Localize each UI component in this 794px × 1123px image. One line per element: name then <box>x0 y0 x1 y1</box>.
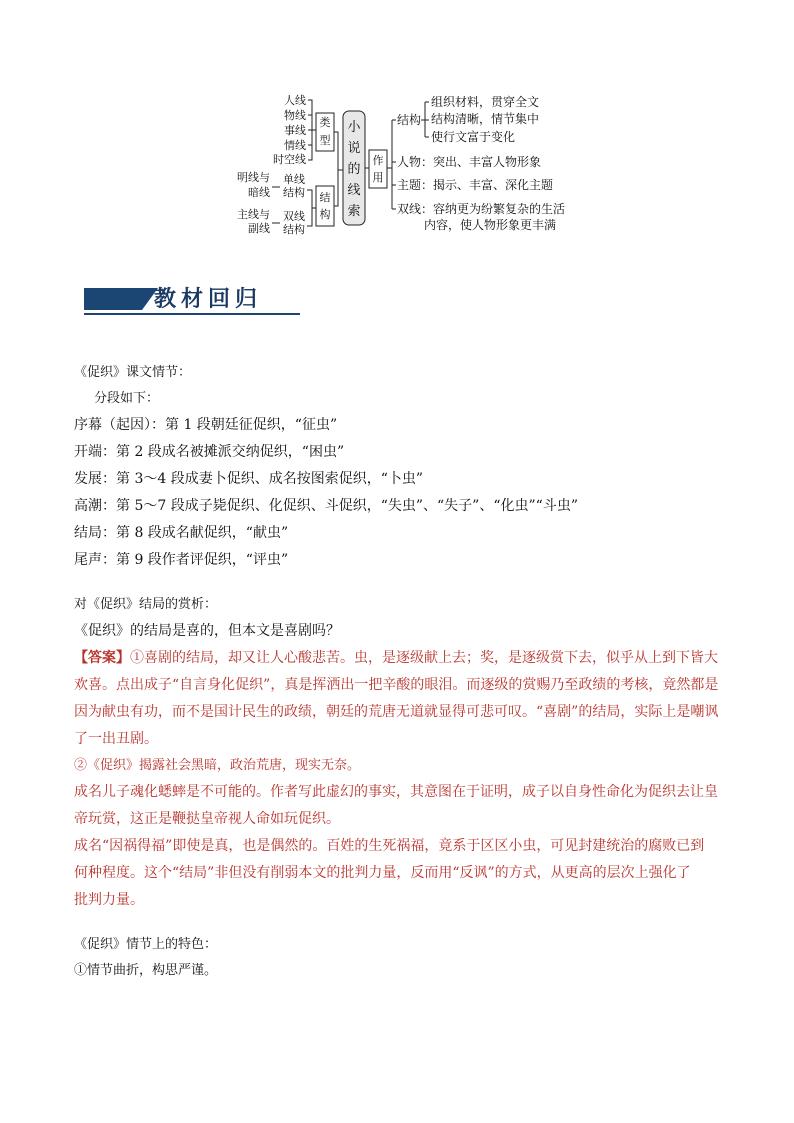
function-character: 人物：突出、丰富人物形象 <box>397 155 542 169</box>
header-underline <box>84 313 300 315</box>
struct-double-2: 结构 <box>283 223 305 236</box>
answer-line <box>74 672 734 699</box>
answer-line <box>74 699 734 726</box>
struct-single-1: 单线 <box>283 173 305 186</box>
plot-item: 结局：第 8 段成名献促织，“献虫” <box>74 525 289 541</box>
struct-explicit-1: 明线与 <box>237 171 270 184</box>
analysis-para-2: 何种程度。这个“结局”非但没有削弱本文的批判力量，反而用“反讽”的方式，从更高的层次上强化了 <box>74 865 691 881</box>
struct-main-2: 副线 <box>248 222 270 235</box>
section-title: 教材回归 <box>154 286 263 312</box>
analysis-para-2: 成名“因祸得福”即使是真，也是偶然的。百姓的生死祸福，竟系于区区小虫，可见封建统治的腐败已到 <box>74 838 705 854</box>
analysis-para-1: 帝玩赏，这正是鞭挞皇帝视人命如玩促织。 <box>74 811 340 827</box>
center-char-2: 说 <box>347 141 361 156</box>
answer-point-2: ②《促织》揭露社会黑暗，政治荒唐，现实无奈。 <box>74 758 361 773</box>
answer-text-3b: 的结局，实际上是嘲讽 <box>578 704 719 720</box>
answer-line <box>74 645 734 672</box>
type-item-people: 人线 <box>284 94 306 107</box>
answer-text-2b: ，真是挥洒出一把辛酸的眼泪。而逐级的赏赐乃至政绩的考核，竟然都是 <box>270 677 719 693</box>
section-header <box>84 288 300 318</box>
features-item-1: ①情节曲折，构思严谨。 <box>74 963 218 978</box>
header-bar <box>84 288 142 310</box>
struct-main-1: 主线与 <box>237 208 270 221</box>
struct-explicit-2: 暗线 <box>248 186 270 199</box>
struct-double-1: 双线 <box>283 210 305 223</box>
plot-item: 发展：第 3～4 段成妻卜促织、成名按图索促织，“卜虫” <box>74 471 424 487</box>
center-char-5: 索 <box>347 204 361 219</box>
features-heading: 《促织》情节上的特色： <box>74 937 218 952</box>
answer-text-1: ①喜剧的结局，却又让人心酸悲苦。虫，是逐级献上去；奖，是逐级赏下去，似乎从上到下皆大 <box>130 650 718 666</box>
function-structure-label: 结构 <box>397 113 422 127</box>
type-item-object: 物线 <box>284 109 306 122</box>
plot-item: 尾声：第 9 段作者评促织，“评虫” <box>74 552 289 568</box>
type-item-emotion: 情线 <box>284 139 306 152</box>
plot-item: 高潮：第 5～7 段成子毙促织、化促织、斗促织，“失虫”、“失子”、“化虫”“斗虫” <box>74 498 578 514</box>
function-theme: 主题：揭示、丰富、深化主题 <box>397 178 554 192</box>
analysis-question: 《促织》的结局是喜的，但本文是喜剧吗？ <box>74 623 340 639</box>
function-label-2: 用 <box>372 171 384 184</box>
function-structure-item-3: 使行文富于变化 <box>431 130 516 144</box>
function-label-1: 作 <box>372 154 384 167</box>
struct-label-2: 构 <box>319 208 331 221</box>
center-char-4: 线 <box>347 183 361 198</box>
plot-heading: 《促织》课文情节： <box>74 365 192 380</box>
type-item-event: 事线 <box>284 124 306 137</box>
function-double-2: 内容，使人物形象更丰满 <box>424 218 557 232</box>
plot-intro: 分段如下： <box>94 391 160 406</box>
analysis-para-2: 批判力量。 <box>74 892 144 908</box>
answer-text-4: 了一出丑剧。 <box>74 731 158 747</box>
struct-single-2: 结构 <box>283 186 305 199</box>
clue-diagram <box>0 0 794 250</box>
function-double-1: 双线：容纳更为纷繁复杂的生活 <box>397 202 566 216</box>
answer-tag: 【答案】 <box>74 650 130 666</box>
type-item-spacetime: 时空线 <box>273 153 306 166</box>
content <box>74 360 734 984</box>
center-char-1: 小 <box>347 120 361 135</box>
analysis-para-1: 成名儿子魂化蟋蟀是不可能的。作者写此虚幻的事实，其意图在于证明，成子以自身性命化为促织去让皇 <box>74 784 718 800</box>
center-char-3: 的 <box>347 162 361 177</box>
plot-item: 开端：第 2 段成名被摊派交纳促织，“困虫” <box>74 444 345 460</box>
answer-text-3: 因为献虫有功，而不是国计民生的政绩，朝廷的荒唐无道就显得可悲可叹。 <box>74 704 536 720</box>
type-label-1: 类 <box>319 116 331 129</box>
answer-quote-2: “喜剧” <box>536 704 579 720</box>
plot-item: 序幕（起因）：第 1 段朝廷征促织，“征虫” <box>74 417 338 433</box>
struct-label-1: 结 <box>319 191 331 204</box>
function-structure-item-2: 结构清晰，情节集中 <box>431 112 540 126</box>
answer-text-2a: 欢喜。点出成子 <box>74 677 172 693</box>
type-label-2: 型 <box>319 134 331 147</box>
analysis-heading: 对《促织》结局的赏析： <box>74 597 218 612</box>
answer-quote-1: “自言身化促织” <box>172 677 271 693</box>
function-structure-item-1: 组织材料，贯穿全文 <box>431 95 540 109</box>
